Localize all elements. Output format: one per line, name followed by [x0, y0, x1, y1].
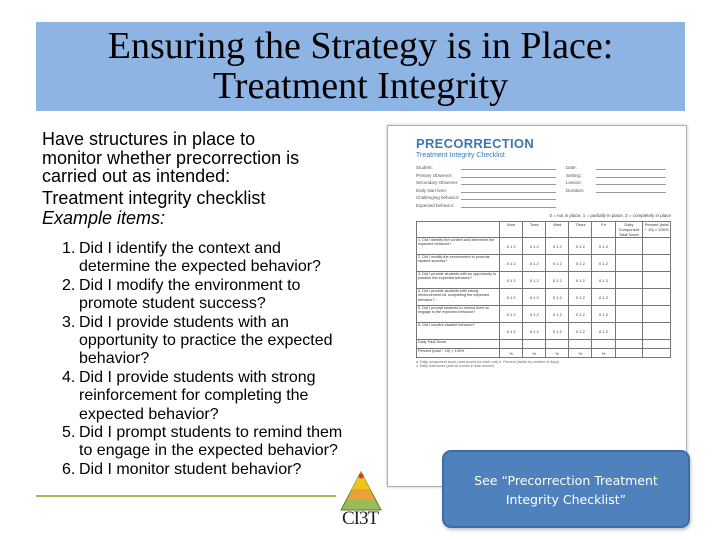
field-label: Lesson: — [566, 180, 582, 185]
table-cell-total — [643, 323, 671, 340]
table-cell-total — [643, 272, 671, 289]
table-cell-score: 0 1 2 — [546, 289, 569, 306]
field-label: Primary Observer: — [416, 172, 453, 178]
document-title: PRECORRECTION — [416, 136, 535, 151]
table-row — [417, 255, 671, 272]
intro-line: carried out as intended: — [42, 166, 231, 186]
table-cell-score: 0 1 2 — [500, 323, 523, 340]
item-number: 1. — [62, 240, 76, 257]
field-line — [461, 165, 556, 170]
table-cell-total — [615, 238, 643, 255]
table-header-cell: Mon — [500, 222, 523, 238]
table-cell: % — [523, 349, 546, 358]
document-field-row — [416, 173, 671, 181]
table-cell-score: 0 1 2 — [546, 306, 569, 323]
intro-line: monitor whether precorrection is — [42, 147, 300, 168]
table-cell-question: 6. Did I monitor student behavior? — [417, 323, 500, 340]
document-fields — [416, 165, 671, 210]
document-note: a. Daily component score (add scores for each row) b. Percent (divide by number of days) — [416, 360, 560, 364]
table-cell-total — [615, 323, 643, 340]
table-cell-total — [643, 255, 671, 272]
document-notes — [416, 360, 671, 369]
table-cell-score: 0 1 2 — [592, 323, 615, 340]
document-note: c. Daily total score (add all scores in that column) — [416, 364, 495, 369]
list-item — [62, 277, 352, 314]
item-text: Did I provide students with strong reinforcement for completing the expected behavior? — [79, 368, 316, 423]
table-cell — [523, 340, 546, 349]
field-label: Student: — [416, 165, 433, 170]
slide-title-line-1: Ensuring the Strategy is in Place: — [107, 25, 614, 67]
table-cell-total — [615, 306, 643, 323]
list-item — [62, 240, 352, 277]
table-cell-score: 0 1 2 — [523, 238, 546, 255]
table-cell-score: 0 1 2 — [500, 255, 523, 272]
table-cell — [592, 340, 615, 349]
field-label: Expected behavior: — [416, 202, 455, 208]
document-field-row — [416, 188, 671, 196]
logo-text: CI3T — [342, 508, 379, 529]
field-line — [596, 173, 666, 178]
item-number: 2. — [62, 276, 76, 294]
table-cell-score: 0 1 2 — [523, 289, 546, 306]
list-item — [62, 461, 352, 479]
table-row — [417, 306, 671, 323]
table-cell-total — [615, 289, 643, 306]
table-cell-score: 0 1 2 — [523, 272, 546, 289]
list-item — [62, 424, 352, 461]
field-line — [596, 188, 666, 193]
field-line — [461, 195, 556, 200]
see-checklist-callout — [442, 450, 690, 528]
item-text: Did I identify the context and determine the expected behavior? — [79, 240, 321, 276]
example-items-list — [62, 240, 352, 479]
table-cell: % — [546, 349, 569, 358]
table-header-row — [417, 222, 671, 238]
field-label: Setting: — [566, 172, 582, 178]
list-item — [62, 314, 352, 369]
checklist-document-image — [387, 125, 687, 487]
document-field-row — [416, 195, 671, 203]
field-label: Challenging behavior: — [416, 195, 460, 200]
table-cell-score: 0 1 2 — [569, 323, 592, 340]
table-cell-score: 0 1 2 — [546, 255, 569, 272]
list-item — [62, 369, 352, 424]
item-number: 5. — [62, 424, 76, 442]
callout-line-2: Integrity Checklist” — [505, 492, 627, 507]
table-cell-score: 0 1 2 — [546, 272, 569, 289]
table-cell: % — [592, 349, 615, 358]
table-cell-question: 2. Did I modify the environment to promote student success? — [417, 255, 500, 272]
table-cell-score: 0 1 2 — [569, 272, 592, 289]
table-cell-total — [643, 306, 671, 323]
table-cell: % — [500, 349, 523, 358]
intro-line: Have structures in place to — [42, 129, 256, 149]
item-text: Did I monitor student behavior? — [79, 460, 302, 478]
table-cell — [643, 340, 671, 349]
table-row — [417, 238, 671, 255]
table-row — [417, 349, 671, 358]
example-label: Example items: — [42, 208, 166, 228]
table-cell-score: 0 1 2 — [569, 238, 592, 255]
slide-title-line-2: Treatment Integrity — [212, 65, 509, 107]
footer-divider — [36, 495, 336, 497]
table-cell-score: 0 1 2 — [592, 289, 615, 306]
table-cell-score: 0 1 2 — [569, 289, 592, 306]
table-cell — [615, 349, 643, 358]
table-cell-score: 0 1 2 — [592, 238, 615, 255]
table-header-cell: Fri — [592, 222, 615, 238]
document-field-row — [416, 203, 671, 211]
field-line — [596, 165, 666, 170]
field-line — [461, 203, 556, 208]
field-label: Date: — [566, 165, 577, 170]
table-row — [417, 323, 671, 340]
table-header-cell: Percent (total ÷ 10) × 100% — [643, 222, 671, 238]
table-header-cell — [417, 222, 500, 238]
table-cell-question: 4. Did I provide students with strong reinforcement for completing the expected behavior? — [417, 289, 500, 306]
table-cell-total — [615, 272, 643, 289]
table-header-cell: Tues — [523, 222, 546, 238]
field-line — [461, 180, 556, 185]
table-cell-score: 0 1 2 — [523, 323, 546, 340]
field-line — [596, 180, 666, 185]
document-scale: 0 = not in place, 1 = partially in place, 2 = completely in place — [549, 213, 671, 218]
document-subtitle: Treatment Integrity Checklist — [416, 152, 505, 159]
table-cell-question: 1. Did I identify the context and determine the expected behavior? — [417, 238, 500, 255]
table-cell — [643, 349, 671, 358]
field-label: Duration: — [566, 187, 585, 193]
checklist-table — [416, 221, 671, 358]
table-cell-question: 5. Did I prompt students to remind them to engage in the expected behavior? — [417, 306, 500, 323]
table-cell-total — [643, 238, 671, 255]
intro-text — [42, 130, 362, 228]
table-header-cell: Thurs — [569, 222, 592, 238]
table-cell: % — [569, 349, 592, 358]
table-cell-score: 0 1 2 — [569, 255, 592, 272]
table-cell-score: 0 1 2 — [592, 272, 615, 289]
field-label: Secondary Observer: — [416, 180, 459, 185]
table-cell-score: 0 1 2 — [569, 306, 592, 323]
table-row — [417, 289, 671, 306]
field-label: Daily start time: — [416, 187, 448, 193]
table-header-cell: Daily Component Total Score — [615, 222, 643, 238]
table-cell-label: Daily Total Score — [417, 340, 500, 349]
item-number: 3. — [62, 313, 76, 331]
table-cell-question: 3. Did I provide students with an opportunity to practice the expected behavior? — [417, 272, 500, 289]
table-cell — [569, 340, 592, 349]
item-number: 6. — [62, 460, 76, 478]
table-cell — [500, 340, 523, 349]
item-text: Did I modify the environment to promote student success? — [79, 276, 301, 313]
table-cell-score: 0 1 2 — [523, 306, 546, 323]
checklist-subheading: Treatment integrity checklist — [42, 187, 266, 208]
table-cell-score: 0 1 2 — [500, 306, 523, 323]
table-row — [417, 340, 671, 349]
table-cell-score: 0 1 2 — [592, 255, 615, 272]
table-cell — [546, 340, 569, 349]
table-cell-score: 0 1 2 — [523, 255, 546, 272]
table-cell-score: 0 1 2 — [546, 323, 569, 340]
document-field-row — [416, 165, 671, 173]
item-text: Did I prompt students to remind them to engage in the expected behavior? — [79, 424, 343, 460]
callout-line-1: See “Precorrection Treatment — [474, 473, 658, 488]
item-text: Did I provide students with an opportunity to practice the expected behavior? — [79, 313, 333, 368]
field-line — [461, 173, 556, 178]
document-field-row — [416, 180, 671, 188]
field-line — [461, 188, 556, 193]
table-header-cell: Wed — [546, 222, 569, 238]
table-row — [417, 272, 671, 289]
table-cell-score: 0 1 2 — [592, 306, 615, 323]
table-cell-total — [615, 255, 643, 272]
item-number: 4. — [62, 368, 76, 386]
table-cell-total — [643, 289, 671, 306]
slide-title — [36, 22, 685, 111]
table-cell-score: 0 1 2 — [546, 238, 569, 255]
table-cell-score: 0 1 2 — [500, 272, 523, 289]
table-cell-score: 0 1 2 — [500, 289, 523, 306]
table-cell-score: 0 1 2 — [500, 238, 523, 255]
table-cell — [615, 340, 643, 349]
table-cell-label: Percent (total ÷ 10) × 100% — [417, 349, 500, 358]
